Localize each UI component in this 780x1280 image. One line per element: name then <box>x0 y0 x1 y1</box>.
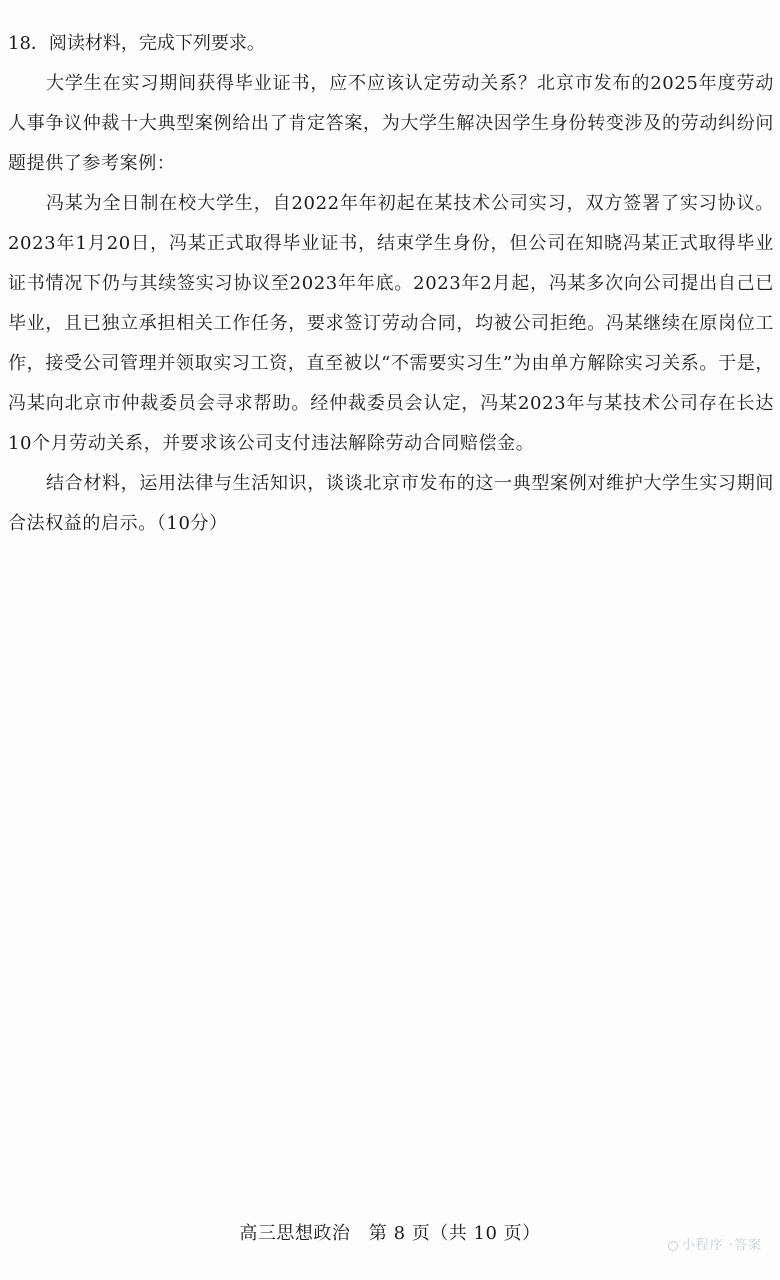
question-heading: 18．阅读材料，完成下列要求。 <box>8 33 265 54</box>
question-block <box>8 24 774 544</box>
case-paragraph: 冯某为全日制在校大学生，自2022年年初起在某技术公司实习，双方签署了实习协议。2023年1月20日，冯某正式取得毕业证书，结束学生身份，但公司在知晓冯某正式取得毕业证书情况下仍与其续签实习协议至2023年年底。2023年2月起，冯某多次向公司提出自己已毕业，且已独立承担相关工作任务，要求签订劳动合同，均被公司拒绝。冯某继续在原岗位工作，接受公司管理并领取实习工资，直至被以“不需要实习生”为由单方解除实习关系。于是，冯某向北京市仲裁委员会寻求帮助。经仲裁委员会认定，冯某2023年与某技术公司存在长达10个月劳动关系，并要求该公司支付违法解除劳动合同赔偿金。 <box>8 193 774 454</box>
watermark <box>668 1234 762 1253</box>
material-intro-paragraph: 大学生在实习期间获得毕业证书，应不应该认定劳动关系？北京市发布的2025年度劳动人事争议仲裁十大典型案例给出了肯定答案，为大学生解决因学生身份转变涉及的劳动纠纷问题提供了参考案例： <box>8 73 774 174</box>
circle-icon <box>668 1241 678 1251</box>
watermark-text: 小程序 ·答案 <box>681 1238 762 1253</box>
page-footer: 高三思想政治 第 8 页（共 10 页） <box>239 1223 541 1244</box>
task-paragraph: 结合材料，运用法律与生活知识，谈谈北京市发布的这一典型案例对维护大学生实习期间合法权益的启示。（10分） <box>8 473 774 534</box>
